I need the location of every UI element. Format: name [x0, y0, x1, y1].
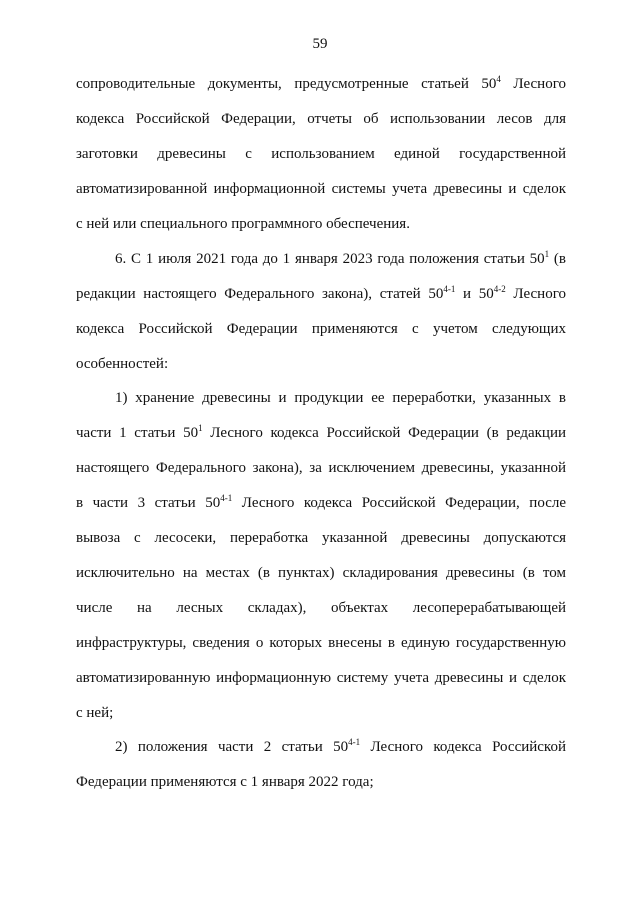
text-segment: настоящего Федерального закона), за исключением древесины, указанной	[76, 460, 566, 476]
text-segment: кодекса Российской Федерации, отчеты об использовании лесов для	[76, 111, 566, 127]
text-segment: сопроводительные документы, предусмотренные статьей 50	[76, 76, 497, 92]
text-line	[76, 458, 566, 478]
text-line	[76, 528, 566, 548]
superscript-index: 1	[544, 249, 550, 259]
page-number: 59	[312, 36, 328, 52]
text-line	[76, 668, 566, 688]
text-segment: и 50	[455, 286, 494, 302]
text-line	[76, 772, 566, 792]
text-segment: в части 3 статьи 50	[76, 495, 221, 511]
text-line	[76, 598, 566, 618]
text-segment: части 1 статьи 50	[76, 425, 199, 441]
text-segment: Лесного	[505, 286, 566, 302]
text-segment: с ней или специального программного обеспечения.	[76, 216, 410, 232]
text-line	[76, 703, 566, 723]
superscript-index: 4-1	[348, 737, 361, 747]
text-line	[115, 737, 566, 757]
text-segment: Федерации применяются с 1 января 2022 года;	[76, 774, 374, 790]
text-segment: заготовки древесины с использованием единой государственной	[76, 146, 566, 162]
superscript-index: 4-1	[443, 284, 456, 294]
text-line	[76, 144, 566, 164]
text-line	[76, 319, 566, 339]
superscript-index: 1	[198, 423, 203, 433]
text-line	[76, 109, 566, 129]
text-line	[76, 493, 566, 513]
text-segment: числе на лесных складах), объектах лесоперерабатывающей	[76, 600, 566, 616]
text-segment: Лесного кодекса Российской Федерации, после	[232, 495, 566, 511]
text-line	[76, 354, 566, 374]
text-segment: Лесного	[500, 76, 566, 92]
text-segment: 2) положения части 2 статьи 50	[115, 739, 349, 755]
text-line	[76, 74, 566, 94]
text-segment: с ней;	[76, 705, 114, 721]
text-segment: 1) хранение древесины и продукции ее переработки, указанных в	[115, 390, 566, 406]
text-segment: (в	[549, 251, 566, 267]
text-line	[76, 214, 566, 234]
text-line	[76, 563, 566, 583]
text-segment: Лесного кодекса Российской	[360, 739, 566, 755]
text-segment: особенностей:	[76, 356, 169, 372]
superscript-index: 4-2	[493, 284, 506, 294]
text-line	[115, 249, 566, 269]
superscript-index: 4	[496, 74, 501, 84]
text-line	[76, 179, 566, 199]
text-segment: инфраструктуры, сведения о которых внесены в единую государственную	[76, 635, 566, 651]
text-segment: исключительно на местах (в пунктах) складирования древесины (в том	[76, 565, 566, 581]
text-segment: редакции настоящего Федерального закона), статей 50	[76, 286, 444, 302]
text-segment: кодекса Российской Федерации применяются с учетом следующих	[76, 321, 566, 337]
text-segment: Лесного кодекса Российской Федерации (в редакции	[202, 425, 566, 441]
text-segment: 6. С 1 июля 2021 года до 1 января 2023 года положения статьи 50	[115, 251, 545, 267]
text-line	[76, 423, 566, 443]
text-segment: автоматизированной информационной системы учета древесины и сделок	[76, 181, 566, 197]
text-segment: автоматизированную информационную систему учета древесины и сделок	[76, 670, 566, 686]
text-segment: вывоза с лесосеки, переработка указанной древесины допускаются	[76, 530, 566, 546]
text-line	[76, 633, 566, 653]
text-line	[115, 388, 566, 408]
superscript-index: 4-1	[220, 493, 233, 503]
text-line	[76, 284, 566, 304]
